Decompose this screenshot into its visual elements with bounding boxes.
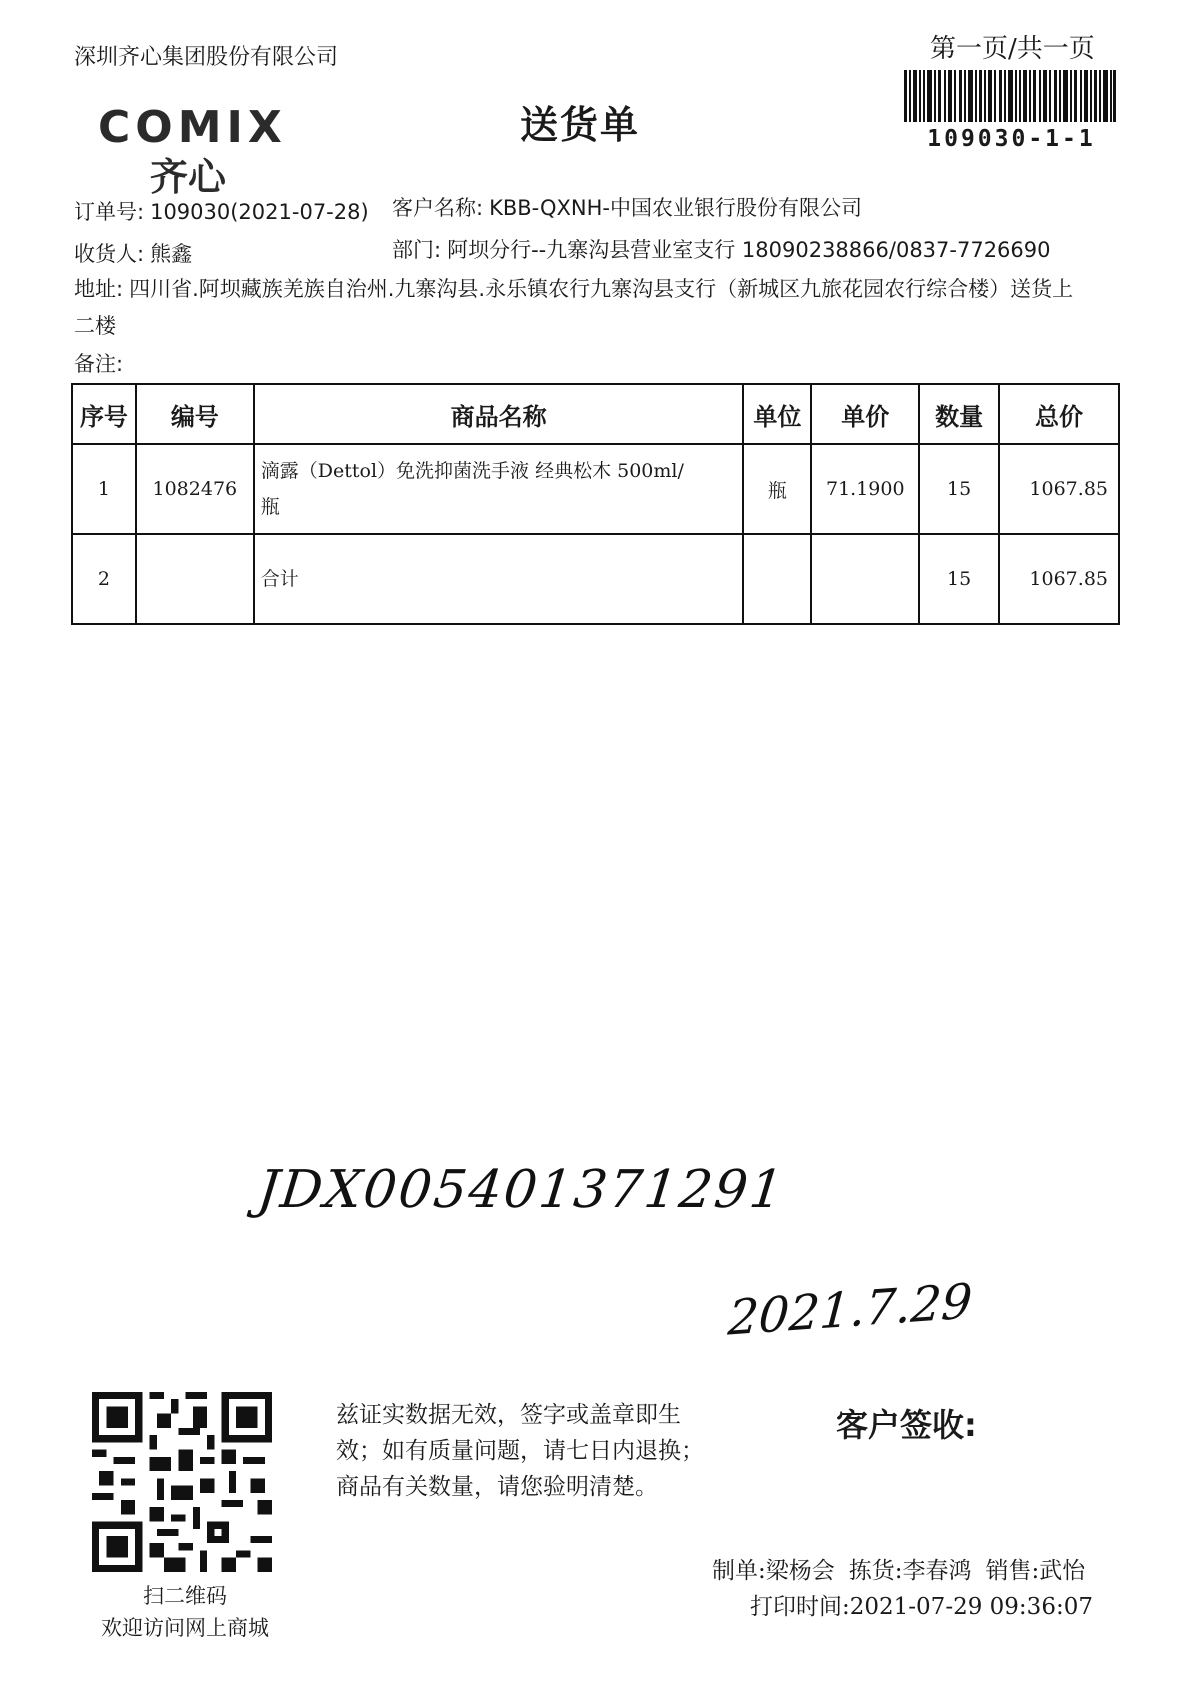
- address-text: 四川省.阿坝藏族羌族自治州.九寨沟县.永乐镇农行九寨沟县支行（新城区九旅花园农行综合楼）送货上: [129, 277, 1074, 301]
- company-name: 深圳齐心集团股份有限公司: [74, 45, 339, 70]
- cell-code: [136, 534, 254, 624]
- address-line-2: 二楼: [74, 314, 116, 338]
- customer-signature-label: 客户签收:: [836, 1406, 977, 1444]
- cell-seq: 1: [72, 444, 136, 534]
- header-quantity: 数量: [919, 384, 999, 444]
- staff-line: [712, 1552, 1085, 1585]
- address-line: [74, 273, 1073, 303]
- remark-line: [74, 348, 129, 378]
- order-number-label: 订单号:: [74, 200, 145, 224]
- table-row-total: [72, 534, 1119, 624]
- handwritten-tracking-number: JDX005401371291: [254, 1160, 788, 1220]
- cell-quantity: 15: [919, 444, 999, 534]
- qr-caption-scan: 扫二维码: [143, 1584, 227, 1608]
- receiver-name: 熊鑫: [150, 242, 193, 266]
- cell-code: 1082476: [136, 444, 254, 534]
- department: 阿坝分行--九寨沟县营业室支行 18090238866/0837-7726690: [447, 238, 1051, 262]
- receiver-line: [74, 238, 192, 268]
- header-product-name: 商品名称: [254, 384, 744, 444]
- department-label: 部门:: [392, 238, 442, 262]
- cell-total: 1067.85: [999, 534, 1119, 624]
- barcode: [904, 70, 1116, 122]
- handwritten-date: 2021.7.29: [726, 1273, 974, 1347]
- header-unit-price: 单价: [811, 384, 919, 444]
- comix-logo: COMIX: [98, 102, 287, 153]
- cell-product-name: [254, 444, 744, 534]
- cell-seq: 2: [72, 534, 136, 624]
- table-row: [72, 444, 1119, 534]
- cell-unit-price: 71.1900: [811, 444, 919, 534]
- order-number-line: [74, 196, 369, 226]
- print-time: 打印时间:2021-07-29 09:36:07: [750, 1594, 1093, 1620]
- department-line: [392, 234, 1051, 264]
- product-name-line-2: 瓶: [260, 496, 280, 518]
- cell-unit-price: [811, 534, 919, 624]
- items-table: [71, 383, 1120, 625]
- barcode-number: 109030-1-1: [927, 126, 1096, 152]
- notice-line-2: 效；如有质量问题，请七日内退换；: [336, 1438, 704, 1464]
- qr-code-icon: [92, 1392, 272, 1572]
- cell-quantity: 15: [919, 534, 999, 624]
- notice-text: [336, 1397, 756, 1505]
- sales: 销售:武怡: [985, 1558, 1086, 1584]
- remark-label: 备注:: [74, 352, 124, 376]
- document-title: 送货单: [520, 103, 641, 147]
- qr-caption-welcome: 欢迎访问网上商城: [101, 1616, 269, 1640]
- table-header-row: [72, 384, 1119, 444]
- cell-unit: 瓶: [743, 444, 811, 534]
- maker: 制单:梁杨会: [712, 1558, 835, 1584]
- customer-label: 客户名称:: [392, 196, 484, 220]
- picker: 拣货:李春鸿: [848, 1558, 972, 1584]
- customer-line: [392, 192, 862, 222]
- address-label: 地址:: [74, 277, 124, 301]
- header-seq: 序号: [72, 384, 136, 444]
- notice-line-1: 兹证实数据无效，签字或盖章即生: [336, 1402, 681, 1428]
- qr-caption: [60, 1580, 310, 1644]
- product-name-line-1: 滴露（Dettol）免洗抑菌洗手液 经典松木 500ml/: [260, 460, 684, 482]
- page-indicator: 第一页/共一页: [930, 34, 1095, 64]
- order-number: 109030(2021-07-28): [150, 200, 369, 224]
- comix-logo-cn: 齐心: [150, 155, 227, 199]
- header-total: 总价: [999, 384, 1119, 444]
- header-unit: 单位: [743, 384, 811, 444]
- notice-line-3: 商品有关数量，请您验明清楚。: [336, 1474, 658, 1500]
- cell-unit: [743, 534, 811, 624]
- cell-total: 1067.85: [999, 444, 1119, 534]
- customer-name: KBB-QXNH-中国农业银行股份有限公司: [489, 196, 863, 220]
- receiver-label: 收货人:: [74, 242, 145, 266]
- cell-product-name: 合计: [254, 534, 744, 624]
- header-code: 编号: [136, 384, 254, 444]
